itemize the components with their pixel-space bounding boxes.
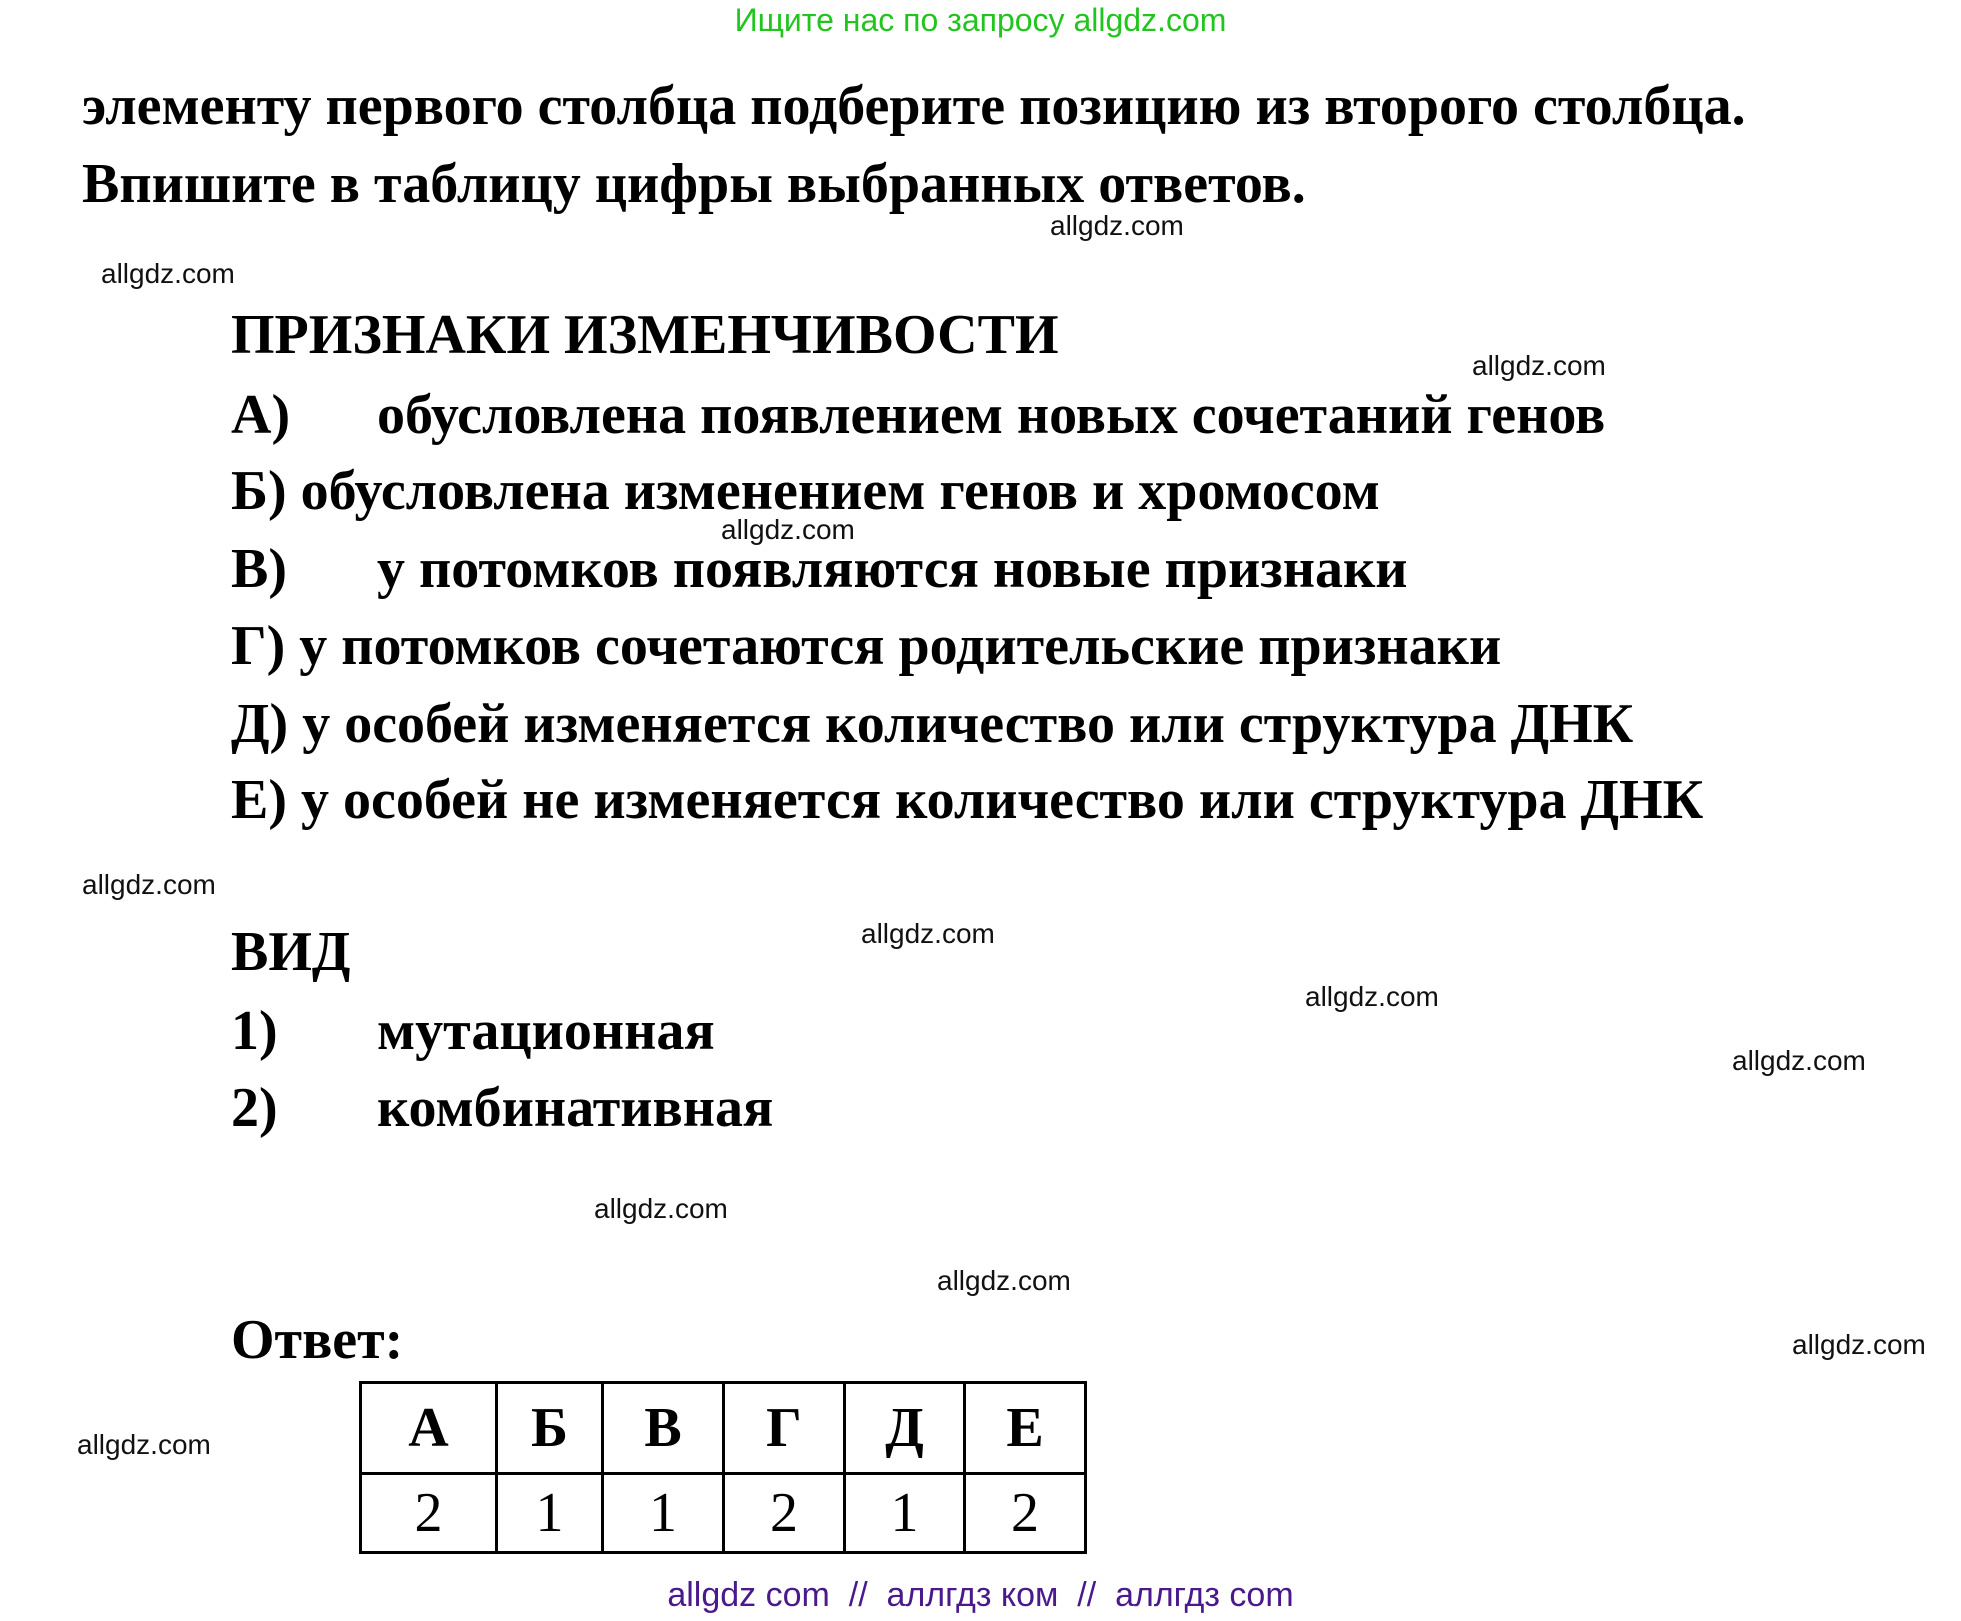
feature-label: Д) <box>231 693 289 755</box>
answer-value: 2 <box>724 1474 845 1553</box>
answer-value: 1 <box>845 1474 965 1553</box>
type-label: 2) <box>231 1077 278 1139</box>
feature-item <box>231 615 1502 677</box>
watermark: allgdz.com <box>1732 1045 1866 1076</box>
instruction-line-2: Впишите в таблицу цифры выбранных ответов. <box>82 153 1306 215</box>
type-text: мутационная <box>377 1000 715 1062</box>
feature-label: Б) <box>231 460 287 522</box>
type-text: комбинативная <box>377 1077 774 1139</box>
feature-text: у особей изменяется количество или структура ДНК <box>302 693 1634 755</box>
watermark: allgdz.com <box>1050 210 1184 241</box>
watermark: allgdz.com <box>1305 981 1439 1012</box>
feature-item <box>231 769 1704 831</box>
answer-value: 1 <box>497 1474 603 1553</box>
types-title: ВИД <box>231 921 351 983</box>
feature-label: Е) <box>231 769 287 831</box>
answer-value: 1 <box>603 1474 724 1553</box>
feature-label: В) <box>231 538 287 600</box>
search-banner: Ищите нас по запросу allgdz.com <box>734 2 1227 38</box>
footer-watermark: allgdz com // аллгдз ком // аллгдз com <box>667 1576 1294 1614</box>
answer-header: Г <box>724 1383 845 1474</box>
feature-item <box>231 460 1380 522</box>
feature-text: у потомков сочетаются родительские признаки <box>299 615 1502 677</box>
watermark: allgdz.com <box>1792 1329 1926 1360</box>
feature-text: у особей не изменяется количество или структура ДНК <box>301 769 1704 831</box>
watermark: allgdz.com <box>721 514 855 545</box>
answer-label: Ответ: <box>231 1309 404 1371</box>
answer-value-row <box>361 1474 1086 1553</box>
watermark: allgdz.com <box>77 1429 211 1460</box>
instruction-line-1: элементу первого столбца подберите позицию из второго столбца. <box>82 75 1746 137</box>
answer-header-row <box>361 1383 1086 1474</box>
watermark: allgdz.com <box>1472 350 1606 381</box>
answer-header: А <box>361 1383 497 1474</box>
feature-text: обусловлена изменением генов и хромосом <box>300 460 1380 522</box>
feature-label: А) <box>231 384 291 446</box>
answer-header: Б <box>497 1383 603 1474</box>
features-title: ПРИЗНАКИ ИЗМЕНЧИВОСТИ <box>231 304 1059 366</box>
watermark: allgdz.com <box>937 1265 1071 1296</box>
type-label: 1) <box>231 1000 278 1062</box>
answer-header: Д <box>845 1383 965 1474</box>
watermark: allgdz.com <box>861 918 995 949</box>
feature-label: Г) <box>231 615 286 677</box>
watermark: allgdz.com <box>594 1193 728 1224</box>
feature-text: обусловлена появлением новых сочетаний генов <box>377 384 1606 446</box>
answer-header: В <box>603 1383 724 1474</box>
answer-header: Е <box>965 1383 1086 1474</box>
watermark: allgdz.com <box>101 258 235 289</box>
answer-table <box>359 1381 1087 1554</box>
answer-value: 2 <box>361 1474 497 1553</box>
watermark: allgdz.com <box>82 869 216 900</box>
answer-value: 2 <box>965 1474 1086 1553</box>
feature-text: у потомков появляются новые признаки <box>377 538 1408 600</box>
feature-item <box>231 693 1634 755</box>
